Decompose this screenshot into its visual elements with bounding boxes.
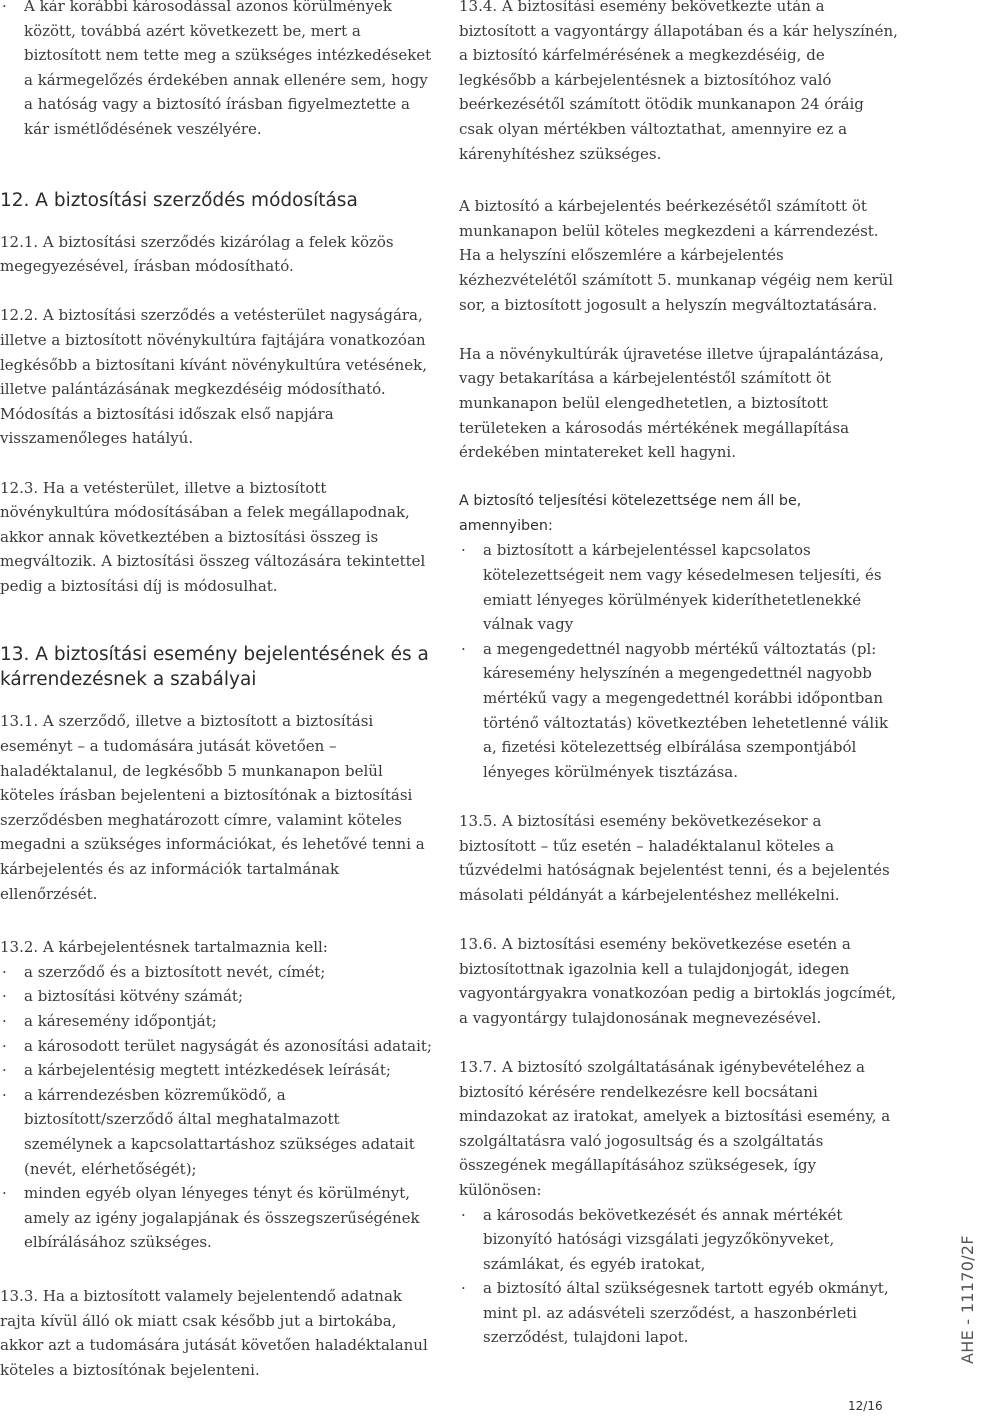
list-item: · a károsodás bekövetkezését és annak mértékét bizonyító hatósági vizsgálati jegyzőkönyveket, számlákat, és egyéb iratokat, (459, 1203, 899, 1277)
paragraph-12-3: 12.3. Ha a vetésterület, illetve a biztosított növénykultúra módosításában a felek megállapodnak, akkor annak következtében a biztosítási összeg is megváltozik. A biztosítási összeg változására tekintettel pedig a biztosítási díj is módosulhat. (0, 478, 426, 595)
list-item: · a káresemény időpontját; (0, 1009, 432, 1034)
paragraph-12-2: 12.2. A biztosítási szerződés a vetésterület nagyságára, illetve a biztosított növénykultúra fajtájára vonatkozóan legkésőbb a biztosítani kívánt növénykultúra vetésének, illetve palántázásának megkezdéséig módosítható. Módosítás a biztosítási időszak első napjára visszamenőleges hatályú. (0, 306, 427, 448)
list-item: · a károsodott terület nagyságát és azonosítási adatait; (0, 1034, 432, 1059)
list-item: · a kárbejelentésig megtett intézkedések leírását; (0, 1058, 432, 1083)
page-number: 12/16 (848, 1399, 883, 1413)
paragraph-13-7: 13.7. A biztosító szolgáltatásának igénybevételéhez a biztosító kérésére rendelkezésre kell bocsátani mindazokat az iratokat, amelyek a biztosítási esemény, a szolgáltatásra való jogosultság és a szolgáltatás összegének megállapításához szükségesek, így különösen: (459, 1057, 891, 1199)
intro-bullet: · A kár korábbi károsodással azonos körülmények között, továbbá azért következett be, mert a biztosított nem tette meg a szükséges intézkedéseket a kármegelőzés érdekében annak ellenére sem, hogy a hatóság vagy a biztosító írásban figyelmeztette a kár ismétlődésének veszélyére. (0, 0, 432, 142)
list-item: · a kárrendezésben közreműködő, a biztosított/szerződő által meghatalmazott személynek a kapcsolattartáshoz szükséges adatait (nevét, elérhetőségét); (0, 1083, 432, 1181)
paragraph-13-2-intro: 13.2. A kárbejelentésnek tartalmaznia kell: (0, 938, 328, 957)
intro-list (0, 0, 432, 142)
claim-contents-list (0, 960, 432, 1255)
list-item: · a szerződő és a biztosított nevét, címét; (0, 960, 432, 985)
paragraph-13-4: 13.4. A biztosítási esemény bekövetkezte után a biztosított a vagyontárgy állapotában és a kár helyszínén, a biztosító kárfelmérésének a megkezdéséig, de legkésőbb a kárbejelentésnek a biztosítóhoz való beérkezésétől számított ötödik munkanapon 24 óráig csak olyan mértékben változtathat, amennyire ez a kárenyhítéshez szükséges. (459, 0, 898, 163)
paragraph-13-6: 13.6. A biztosítási esemény bekövetkezése esetén a biztosítottnak igazolnia kell a tulajdonjogát, idegen vagyontárgyakra vonatkozóan pedig a birtoklás jogcímét, a vagyontárgy tulajdonosának megnevezésével. (459, 934, 897, 1027)
paragraph-replanting: Ha a növénykultúrák újravetése illetve újrapalántázása, vagy betakarítása a kárbejelentéstől számított öt munkanapon belül elengedhetetlen, a biztosított területeken a károsodás mértékének megállapítása érdekében mintatereket kell hagyni. (459, 344, 884, 462)
heading-13: 13. A biztosítási esemény bejelentésének és a kárrendezésnek a szabályai (0, 644, 429, 691)
paragraph-13-3: 13.3. Ha a biztosított valamely bejelentendő adatnak rajta kívül álló ok miatt csak később jut a birtokába, akkor azt a tudomására jutását követően haladéktalanul köteles a biztosítónak bejelenteni. (0, 1286, 428, 1379)
paragraph-12-1: 12.1. A biztosítási szerződés kizárólag a felek közös megegyezésével, írásban módosítható. (0, 232, 394, 276)
right-column (459, 0, 899, 1350)
list-item: · a biztosítási kötvény számát; (0, 984, 432, 1009)
list-item: · a biztosított a kárbejelentéssel kapcsolatos kötelezettségeit nem vagy késedelmesen teljesíti, és emiatt lényeges körülmények kideríthetetlenekké válnak vagy (459, 538, 899, 636)
not-liable-list (459, 538, 899, 784)
paragraph-13-1: 13.1. A szerződő, illetve a biztosított a biztosítási eseményt – a tudomására jutását követően – haladéktalanul, de legkésőbb 5 munkanapon belül köteles írásban bejelenteni a biztosítónak a biztosítási szerződésben meghatározott címre, valamint köteles megadni a szükséges információkat, és lehetővé tenni a kárbejelentés és az információk tartalmának ellenőrzését. (0, 712, 425, 903)
paragraph-13-5: 13.5. A biztosítási esemény bekövetkezésekor a biztosított – tűz esetén – haladéktalanul köteles a tűzvédelmi hatóságnak bejelentést tenni, és a bejelentés másolati példányát a kárbejelentéshez mellékelni. (459, 812, 890, 904)
list-item: · a biztosító által szükségesnek tartott egyéb okmányt, mint pl. az adásvételi szerződést, a haszonbérleti szerződést, tulajdoni lapot. (459, 1276, 899, 1350)
not-liable-intro: A biztosító teljesítési kötelezettsége nem áll be, amennyiben: (459, 493, 802, 534)
list-item: · minden egyéb olyan lényeges tényt és körülményt, amely az igény jogalapjának és összegszerűségének elbírálásához szükséges. (0, 1181, 432, 1255)
required-documents-list (459, 1203, 899, 1351)
document-code: AHE - 11170/2F (958, 1235, 977, 1364)
heading-12: 12. A biztosítási szerződés módosítása (0, 189, 358, 211)
list-item: · a megengedettnél nagyobb mértékű változtatás (pl: káresemény helyszínén a megengedettnél nagyobb mértékű vagy a megengedettnél korábbi időpontban történő változtatás) következtében lehetetlenné válik a, fizetési kötelezettség elbírálása szempontjából lényeges körülmények tisztázása. (459, 637, 899, 785)
left-column (0, 0, 432, 1382)
paragraph-claim-start: A biztosító a kárbejelentés beérkezésétől számított öt munkanapon belül köteles megkezdeni a kárrendezést. Ha a helyszíni előszemlére a kárbejelentés kézhezvételétől számított 5. munkanap végéig nem kerül sor, a biztosított jogosult a helyszín megváltoztatására. (459, 197, 894, 314)
